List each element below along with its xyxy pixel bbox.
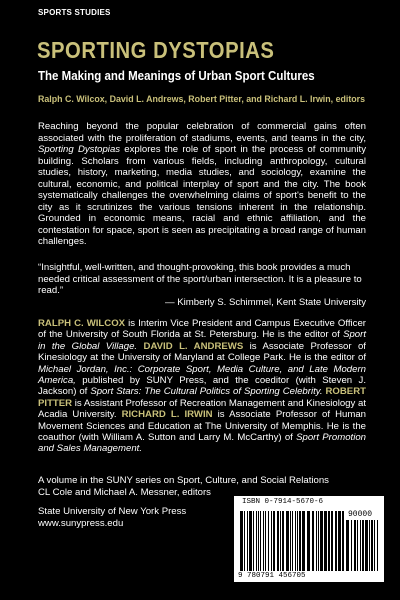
bio-text: is Associate Professor of Human Movement Sciences and Education at The University of Memphis. He is the coauthor (with William A. Sutton and Larry M. McCarthy) of — [38, 409, 366, 444]
barcode-bar — [268, 511, 269, 571]
barcode-bar — [282, 511, 284, 571]
barcode-bar — [256, 511, 257, 571]
endorsement-quote — [38, 262, 366, 308]
barcode-bar — [247, 511, 248, 571]
barcode-bar — [258, 511, 259, 571]
barcode-bar — [371, 520, 373, 571]
barcode-bar — [346, 520, 349, 571]
barcode-bar — [362, 520, 364, 571]
bio-name-pitter: ROBERT PITTER — [38, 386, 366, 409]
description-title-ref: Sporting Dystopias — [38, 144, 121, 155]
barcode-bar — [280, 511, 281, 571]
barcode-bar — [328, 511, 330, 571]
bio-name-wilcox: RALPH C. WILCOX — [38, 318, 126, 329]
price-code: 90000 — [348, 510, 373, 519]
barcode-bar — [335, 511, 337, 571]
description-text: Reaching beyond the popular celebration of commercial gains often associated with the proliferation of stadiums, events, and teams in the city, — [38, 121, 366, 144]
barcode-bar — [331, 511, 333, 571]
bio-book-title: Sport in the Global Village. — [38, 329, 366, 352]
barcode-bar — [312, 511, 314, 571]
barcode-bar — [369, 520, 370, 571]
barcode-bar — [271, 511, 272, 571]
barcode-bar — [338, 511, 341, 571]
bio-name-andrews: DAVID L. ANDREWS — [143, 340, 244, 352]
bio-book-title: Michael Jordan, Inc.: Corporate Sport, Media Culture, and Late Modern America, — [38, 363, 366, 387]
bio-text: is Associate Professor of Kinesiology at the University of Maryland at College Park. He is the editor of — [38, 340, 366, 364]
barcode — [234, 496, 384, 582]
publisher-block — [38, 506, 186, 529]
barcode-bar — [360, 520, 361, 571]
barcode-bar — [240, 511, 243, 571]
quote-attribution: — Kimberly S. Schimmel, Kent State University — [165, 296, 366, 308]
barcode-bar — [253, 511, 254, 571]
barcode-bar — [297, 511, 298, 571]
barcode-bar — [316, 511, 317, 571]
editor-bios — [38, 318, 366, 455]
editors-line: Ralph C. Wilcox, David L. Andrews, Robert Pitter, and Richard L. Irwin, editors — [38, 94, 366, 105]
book-title: SPORTING DYSTOPIAS — [37, 37, 275, 63]
barcode-bar — [357, 520, 358, 571]
publisher-name: State University of New York Press — [38, 506, 187, 517]
ean-barcode-icon — [240, 511, 344, 571]
barcode-bar — [265, 511, 266, 571]
book-description — [38, 121, 366, 248]
series-editors-line: CL Cole and Michael A. Messner, editors — [38, 486, 211, 498]
bio-text: published by SUNY Press, and the coeditor (with Steven J. Jackson) of — [38, 375, 366, 398]
bio-name-irwin: RICHARD L. IRWIN — [121, 409, 213, 421]
barcode-bar — [292, 511, 293, 571]
bio-book-title: Sport Promotion and Sales Management. — [38, 432, 367, 455]
bio-text: is Assistant Professor of Recreation Management and Kinesiology at Acadia University. — [38, 397, 366, 421]
barcode-bar — [299, 511, 301, 571]
book-subtitle: The Making and Meanings of Urban Sport Cultures — [38, 69, 315, 83]
barcode-bar — [377, 520, 378, 571]
barcode-bar — [295, 511, 296, 571]
barcode-bar — [351, 520, 352, 571]
series-note — [38, 475, 368, 498]
barcode-bar — [249, 511, 252, 571]
barcode-bar — [374, 520, 375, 571]
barcode-bar — [273, 511, 275, 571]
ean-digits: 9 780791 456705 — [238, 572, 306, 580]
series-note-line: A volume in the SUNY series on Sport, Culture, and Social Relations — [38, 475, 329, 486]
bio-text: is Interim Vice President and Campus Executive Officer of the University of South Florida at St. Petersburg. He is the editor of — [38, 318, 366, 341]
quote-text: “Insightful, well-written, and thought-provoking, this book provides a much needed critical assessment of the sport/urban intersection. It is a pleasure to read.” — [38, 262, 362, 296]
barcode-bar — [286, 511, 289, 571]
barcode-bar — [307, 511, 310, 571]
barcode-bar — [302, 511, 305, 571]
barcode-bar — [244, 511, 245, 571]
barcode-bar — [354, 520, 356, 571]
barcode-bar — [318, 511, 319, 571]
publisher-url: www.sunypress.edu — [38, 517, 124, 529]
barcode-bar — [290, 511, 291, 571]
barcode-bar — [324, 511, 327, 571]
bio-book-title: Sport Stars: The Cultural Politics of Sporting Celebrity. — [90, 386, 323, 398]
barcode-bar — [365, 520, 368, 571]
barcode-bar — [277, 511, 279, 571]
barcode-bar — [260, 511, 261, 571]
barcode-bar — [263, 511, 264, 571]
price-addon-barcode-icon — [346, 520, 380, 571]
barcode-bar — [342, 511, 344, 571]
barcode-bar — [320, 511, 323, 571]
series-label: SPORTS STUDIES — [38, 8, 111, 17]
description-text-cont: explores the role of sport in the process of community building. Scholars from various fields, including anthropology, cultural studies, history, marketing, media studies, and sociology, examine the cultural, economic, and political interplay of sport and the city. The book systematically challenges the overwhelming claims of sport's benefit to the city as it scrutinizes the various tensions inherent in the relationship. Grounded in economic means, racial and ethnic affiliation, and the contestation for space, sport is seen as precipitating a broad range of human challenges. — [38, 144, 366, 247]
isbn-text: ISBN 0-7914-5670-6 — [242, 498, 324, 506]
